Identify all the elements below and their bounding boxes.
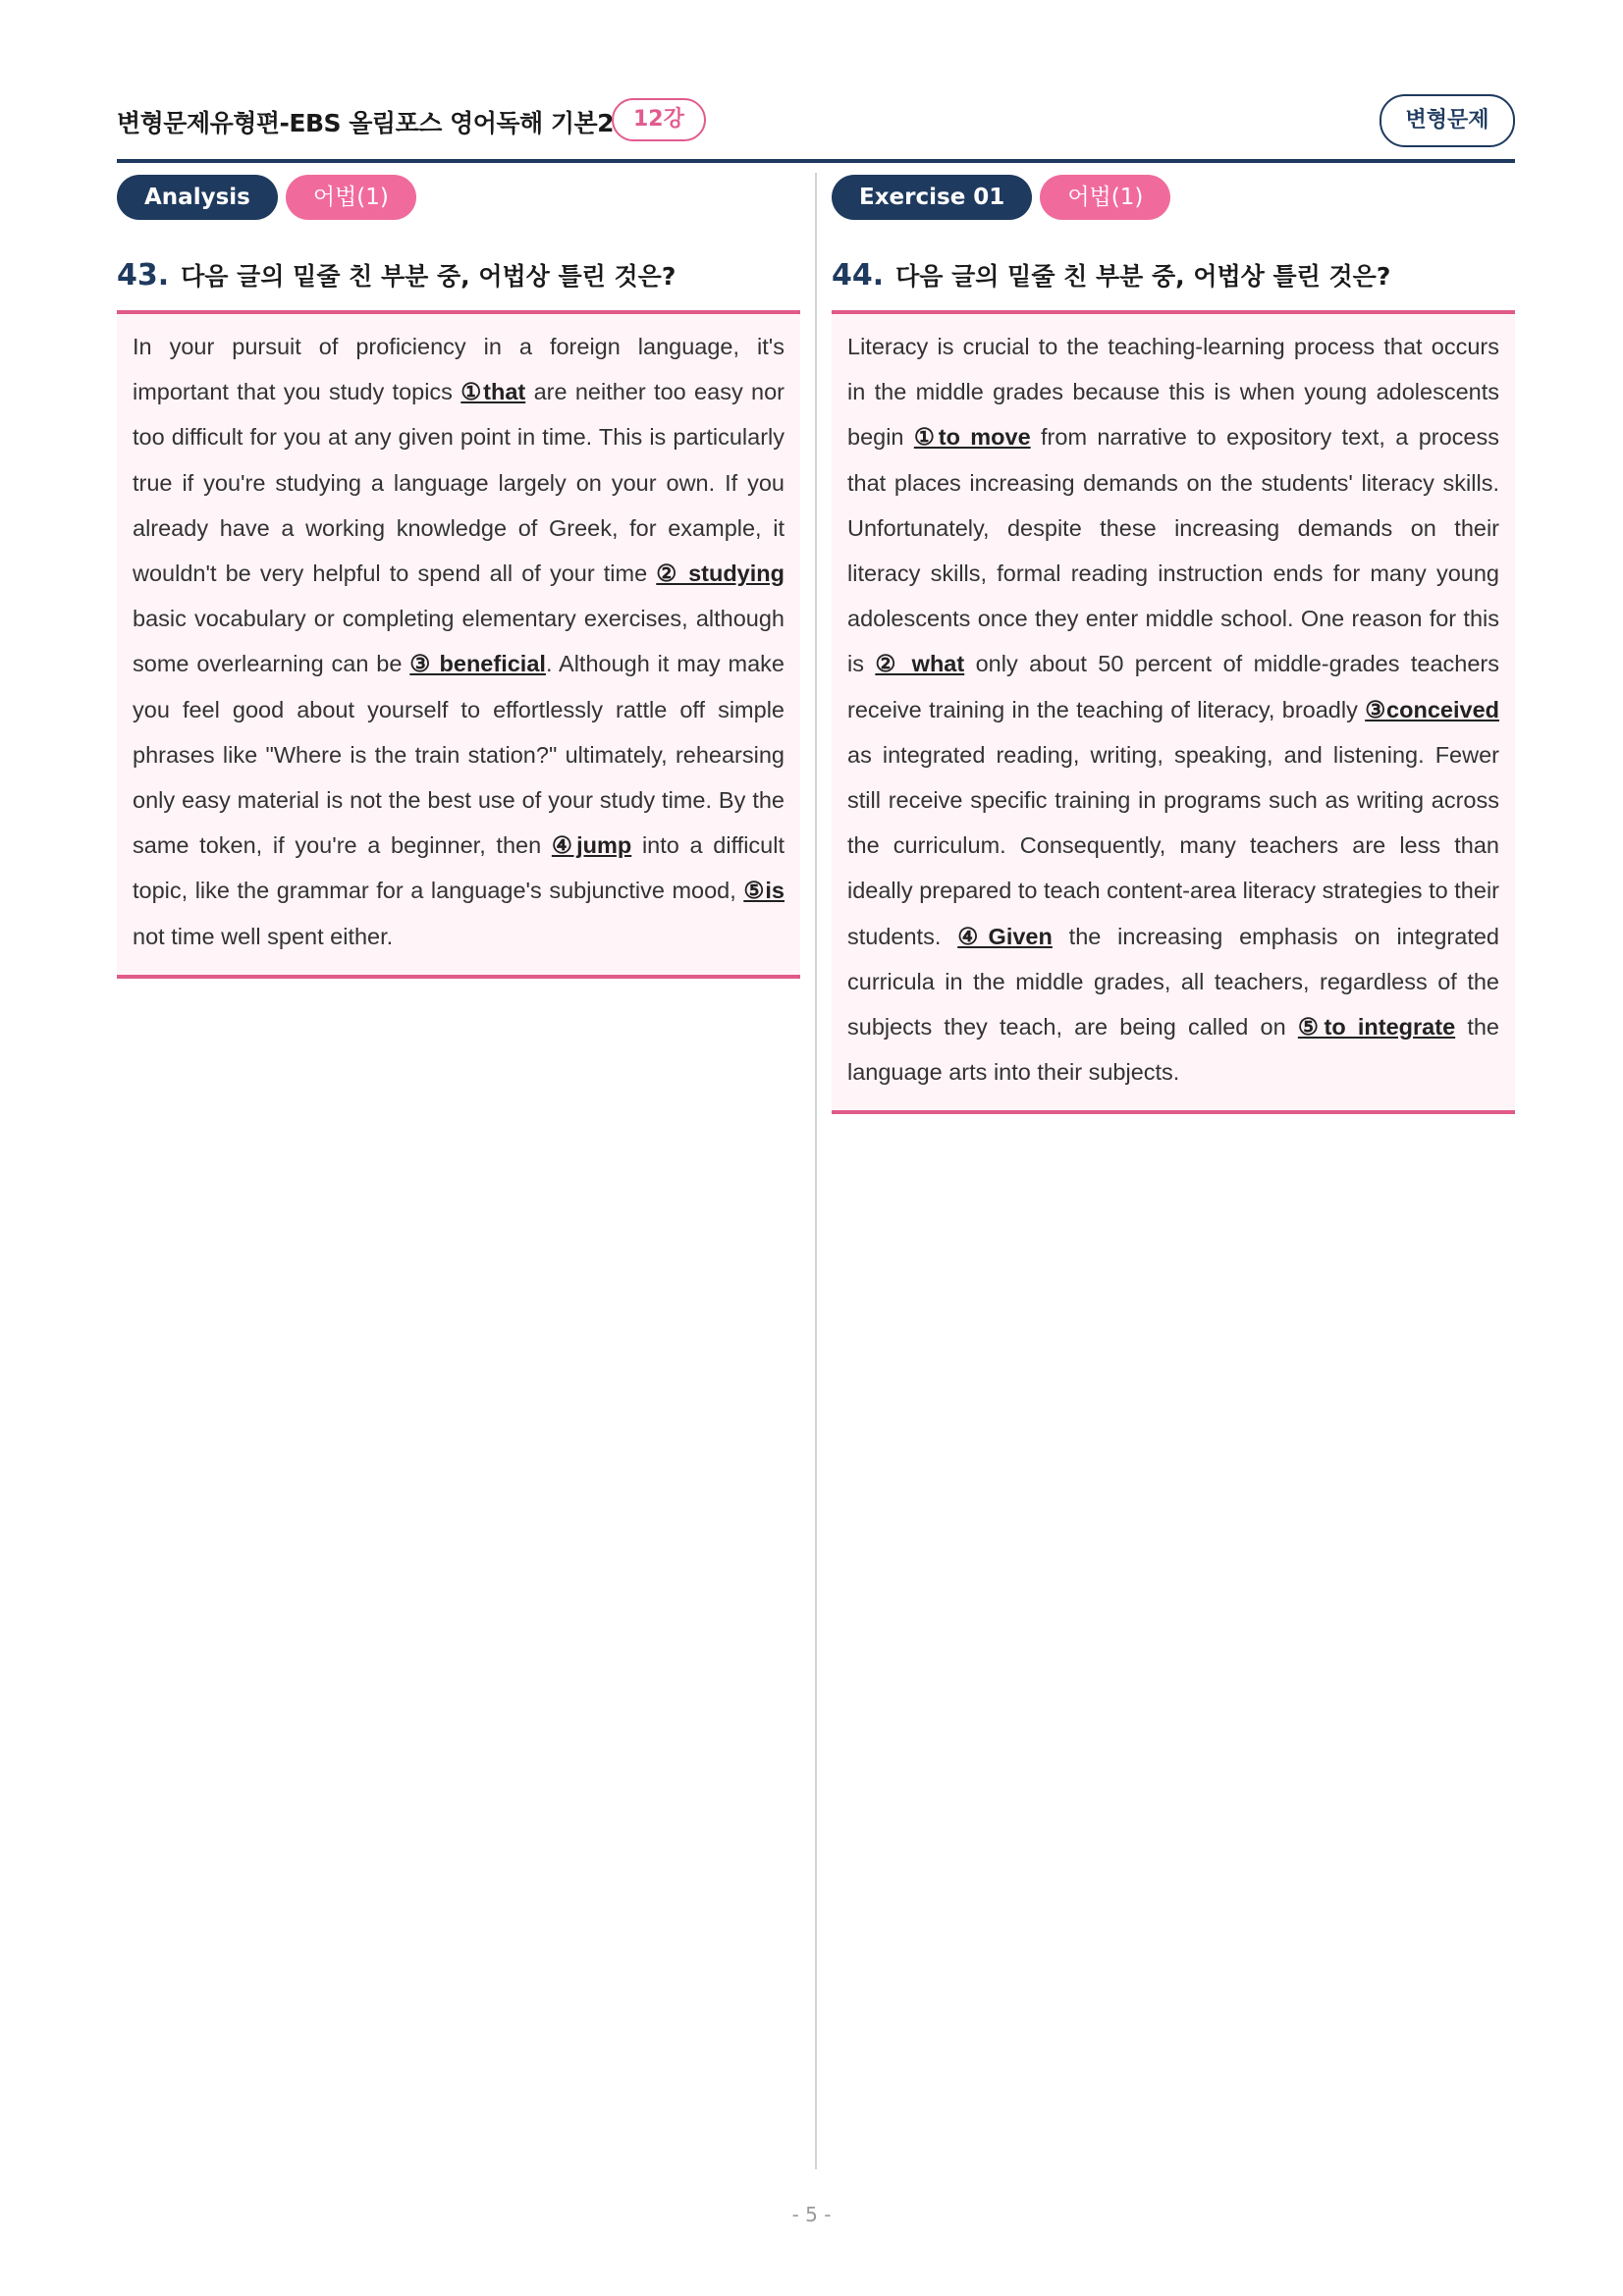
underlined-choice: ⑤to integrate	[1297, 1014, 1456, 1041]
underlined-choice: ①to move	[913, 424, 1031, 451]
left-tags	[117, 175, 800, 222]
grammar-tag: 어법(1)	[1040, 175, 1170, 220]
underlined-choice: ② what	[875, 651, 965, 677]
passage-text: into a difficult topic, like the grammar for a language's subjunctive mood,	[133, 832, 785, 904]
lesson-badge: 12강	[612, 98, 706, 141]
passage-43	[117, 314, 800, 979]
grammar-tag: 어법(1)	[286, 175, 416, 220]
header-title: 변형문제유형편-EBS 올림포스 영어독해 기본2	[117, 109, 615, 137]
column-divider	[815, 173, 817, 2169]
passage-text: from narrative to expository text, a process that places increasing demands on the students' literacy skills. Unfortunately, despite these increasing demands on their literacy skills, formal reading instruction ends for many young adolescents once they enter middle school. One reason for this is	[847, 424, 1499, 677]
passage-text: not time well spent either.	[133, 923, 394, 949]
passage-text: as integrated reading, writing, speaking, and listening. Fewer still receive specific training in programs such as writing across the curriculum. Consequently, many teachers are less than ideally prepared to teach content-area literacy strategies to their students.	[847, 741, 1499, 949]
underlined-choice: ④jump	[551, 832, 632, 859]
question-44	[832, 257, 1515, 314]
passage-text: . Although it may make you feel good about yourself to effortlessly rattle off simple phrases like "Where is the train station?" ultimately, rehearsing only easy material is not the best use of your study time. By the same token, if you're a beginner, then	[133, 651, 784, 859]
underlined-choice: ③ beneficial	[409, 651, 546, 677]
passage-text: only about 50 percent of middle-grades teachers receive training in the teaching of literacy, broadly	[847, 651, 1499, 722]
left-column	[117, 175, 800, 979]
underlined-choice: ⑤is	[743, 878, 784, 904]
underlined-choice: ③conceived	[1365, 696, 1499, 722]
exercise-tag: Exercise 01	[832, 175, 1032, 220]
passage-44	[832, 314, 1515, 1114]
page-number: - 5 -	[791, 2203, 832, 2226]
question-number: 44.	[832, 258, 885, 293]
underlined-choice: ④Given	[957, 923, 1053, 949]
question-text: 다음 글의 밑줄 친 부분 중, 어법상 틀린 것은?	[895, 262, 1391, 291]
passage-text: Literacy is crucial to the teaching-learning process that occurs in the middle grades because this is when young adolescents begin	[847, 334, 1499, 451]
right-column	[832, 175, 1515, 1114]
right-tags	[832, 175, 1515, 222]
page-header	[117, 94, 1515, 163]
question-text: 다음 글의 밑줄 친 부분 중, 어법상 틀린 것은?	[181, 262, 676, 291]
passage-text: the language arts into their subjects.	[847, 1014, 1499, 1086]
question-43	[117, 257, 800, 314]
problem-type-badge: 변형문제	[1380, 94, 1515, 147]
passage-text: basic vocabulary or completing elementary exercises, although some overlearning can be	[133, 606, 784, 677]
passage-text: In your pursuit of proficiency in a foreign language, it's important that you study topics	[133, 334, 784, 405]
underlined-choice: ② studying	[656, 561, 784, 587]
passage-text: the increasing emphasis on integrated curricula in the middle grades, all teachers, regardless of the subjects they teach, are being called on	[847, 923, 1499, 1041]
question-number: 43.	[117, 258, 170, 293]
passage-text: are neither too easy nor too difficult for you at any given point in time. This is particularly true if you're studying a language largely on your own. If you already have a working knowledge of Greek, for example, it wouldn't be very helpful to spend all of your time	[133, 379, 784, 587]
analysis-tag: Analysis	[117, 175, 278, 220]
underlined-choice: ①that	[460, 379, 526, 405]
